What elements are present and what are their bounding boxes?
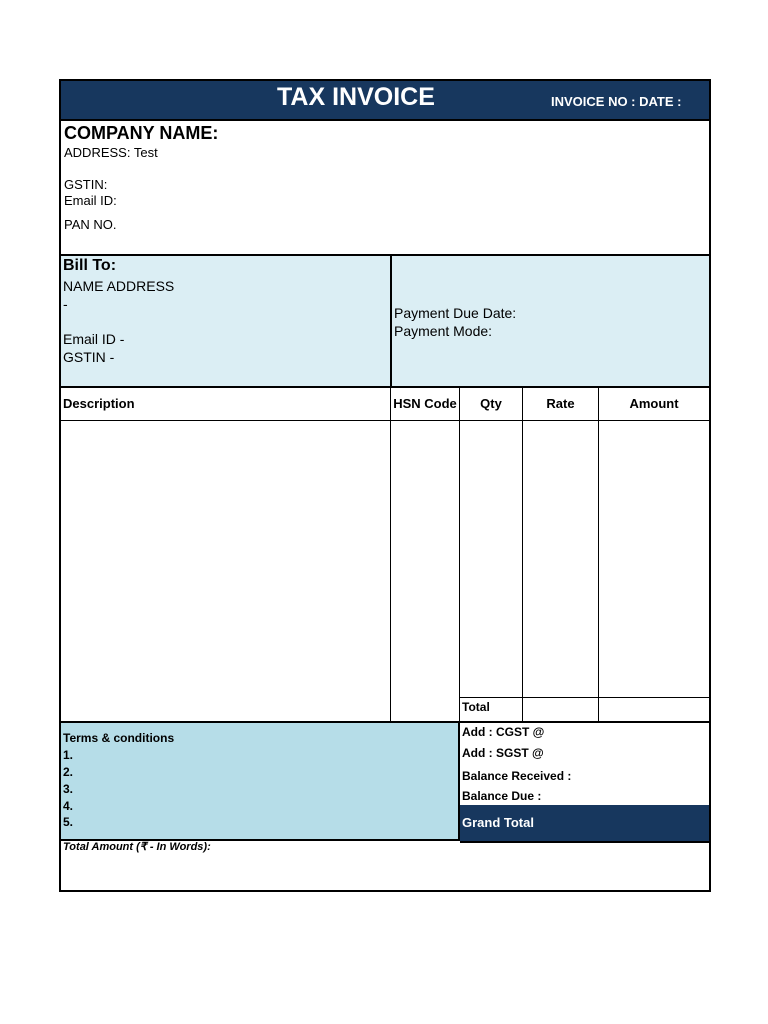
- terms-item: 4.: [63, 799, 74, 813]
- terms-item: 3.: [63, 782, 74, 796]
- total-label: Total: [462, 700, 490, 714]
- payment-due-date: Payment Due Date:: [394, 305, 517, 321]
- terms-item: 2.: [63, 765, 74, 779]
- bill-to-section: [61, 256, 392, 388]
- invoice-title: TAX INVOICE: [277, 83, 435, 111]
- column-header-amount: Amount: [599, 388, 709, 421]
- grand-total-label: Grand Total: [462, 815, 534, 830]
- tax-invoice-form: [59, 79, 711, 892]
- terms-item: 5.: [63, 815, 74, 829]
- company-gstin: GSTIN:: [64, 177, 108, 192]
- total-amount-in-words-label: Total Amount (₹ - In Words):: [63, 841, 211, 853]
- bill-to-heading: Bill To:: [63, 257, 117, 274]
- rate-column-divider: [598, 388, 599, 721]
- bill-to-gstin: GSTIN -: [63, 349, 115, 365]
- company-section: [61, 121, 709, 256]
- hsn-column-divider: [459, 388, 460, 721]
- column-header-rate: Rate: [523, 388, 598, 421]
- payment-mode: Payment Mode:: [394, 323, 493, 339]
- company-name-label: COMPANY NAME:: [64, 123, 219, 143]
- payment-section: [392, 256, 709, 388]
- company-email: Email ID:: [64, 193, 117, 208]
- bill-to-name-address: NAME ADDRESS: [63, 278, 175, 294]
- bill-to-email: Email ID -: [63, 331, 125, 347]
- balance-due-label: Balance Due :: [462, 789, 542, 803]
- company-pan: PAN NO.: [64, 217, 117, 232]
- qty-column-divider: [522, 388, 523, 721]
- cgst-label: Add : CGST @: [462, 725, 545, 739]
- terms-section: [61, 721, 460, 841]
- summary-section: [460, 721, 709, 841]
- company-address: ADDRESS: Test: [64, 145, 158, 160]
- description-column-divider: [390, 388, 391, 721]
- column-header-description: Description: [63, 388, 389, 421]
- terms-heading: Terms & conditions: [63, 731, 175, 745]
- invoice-no-date-label: INVOICE NO : DATE :: [551, 94, 682, 109]
- column-header-hsn-code: HSN Code: [391, 388, 459, 421]
- bill-to-dash: -: [63, 296, 68, 312]
- balance-received-label: Balance Received :: [462, 769, 572, 783]
- total-row-divider: [459, 697, 709, 698]
- terms-item: 1.: [63, 748, 74, 762]
- sgst-label: Add : SGST @: [462, 746, 544, 760]
- grand-total-row: [460, 805, 709, 843]
- table-header-divider: [61, 420, 709, 421]
- column-header-qty: Qty: [460, 388, 522, 421]
- invoice-header: [61, 81, 709, 121]
